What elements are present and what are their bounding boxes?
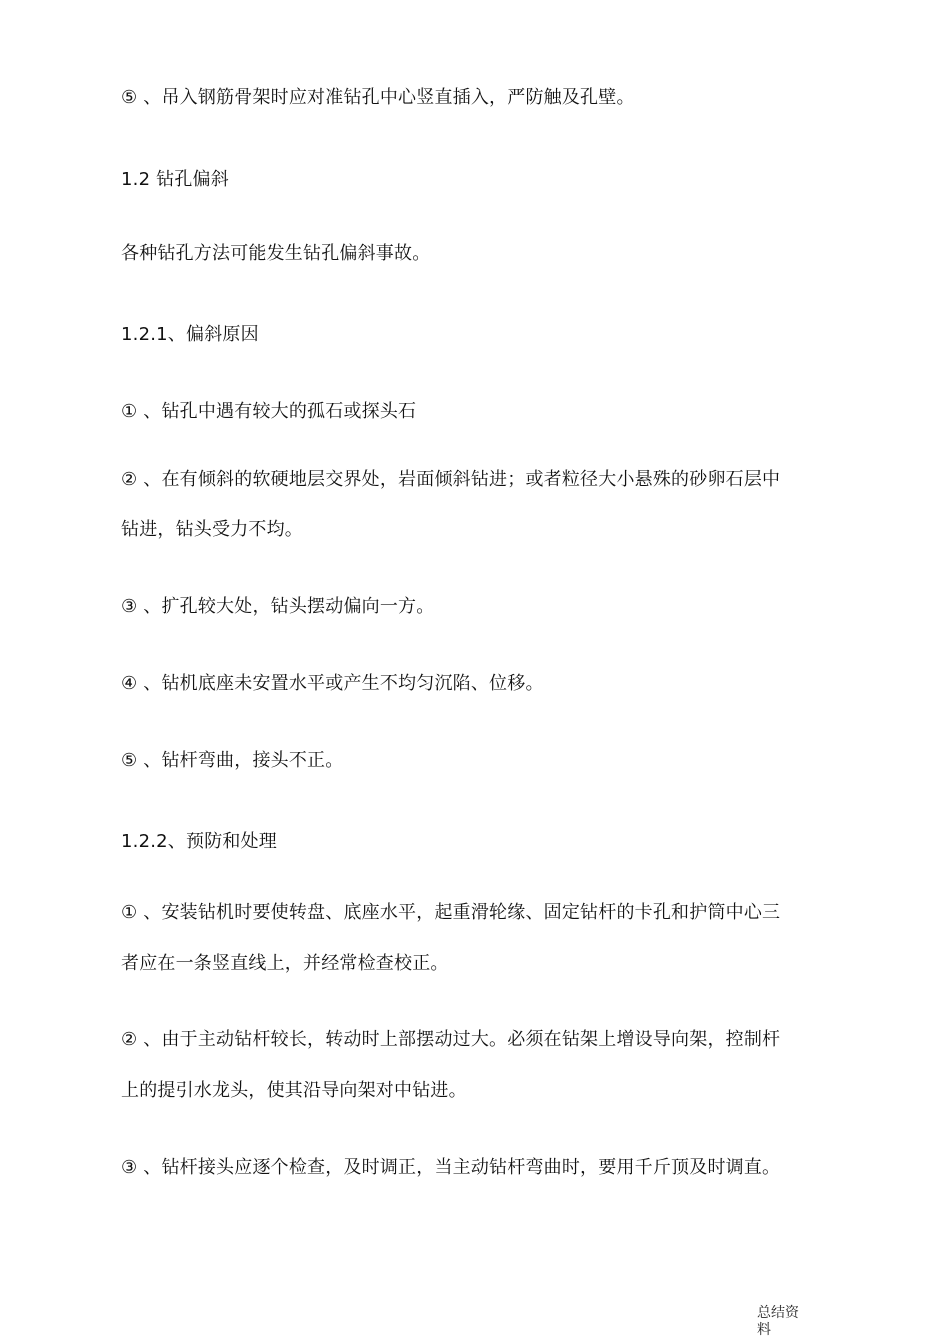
paragraph-line: ① 、钻孔中遇有较大的孤石或探头石 [121,401,417,422]
paragraph-line: ② 、由于主动钻杆较长，转动时上部摆动过大。必须在钻架上增设导向架，控制杆 [121,1029,781,1050]
paragraph-line: ⑤ 、吊入钢筋骨架时应对准钻孔中心竖直插入，严防触及孔壁。 [121,87,635,108]
paragraph-line: ⑤ 、钻杆弯曲，接头不正。 [121,750,344,771]
section-heading: 1.2 钻孔偏斜 [121,169,229,190]
paragraph-line: 上的提引水龙头，使其沿导向架对中钻进。 [121,1080,467,1101]
paragraph-line: 者应在一条竖直线上，并经常检查校正。 [121,953,449,974]
paragraph-line: ② 、在有倾斜的软硬地层交界处，岩面倾斜钻进；或者粒径大小悬殊的砂卵石层中 [121,469,781,490]
subsection-heading: 1.2.2、预防和处理 [121,831,277,852]
paragraph-line: 钻进，钻头受力不均。 [121,519,303,540]
footer-label: 总结资料 [757,1305,799,1338]
paragraph-line: ③ 、扩孔较大处，钻头摆动偏向一方。 [121,596,435,617]
subsection-heading: 1.2.1、偏斜原因 [121,324,259,345]
paragraph-line: ① 、安装钻机时要使转盘、底座水平，起重滑轮缘、固定钻杆的卡孔和护筒中心三 [121,902,781,923]
paragraph-line: 各种钻孔方法可能发生钻孔偏斜事故。 [121,243,431,264]
paragraph-line: ④ 、钻机底座未安置水平或产生不均匀沉陷、位移。 [121,673,544,694]
paragraph-line: ③ 、钻杆接头应逐个检查，及时调正，当主动钻杆弯曲时，要用千斤顶及时调直。 [121,1157,781,1178]
